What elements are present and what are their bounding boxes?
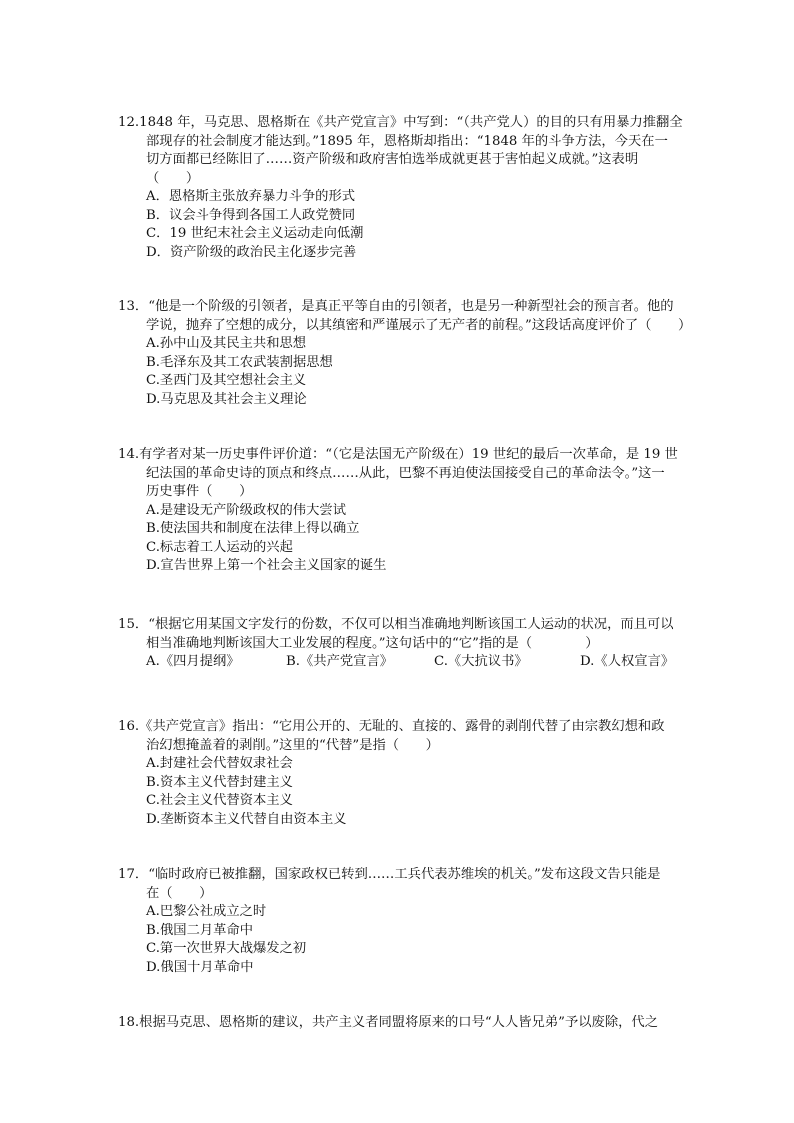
question-stem-line: 14.有学者对某一历史事件评价道：“（它是法国无产阶级在）19 世纪的最后一次革命，是 19 世 <box>118 447 678 462</box>
question-14 <box>118 446 702 576</box>
question-15 <box>118 616 702 672</box>
option-c: C.《大抗议书》 <box>434 654 528 669</box>
option-a: A．恩格斯主张放弃暴力斗争的形式 <box>146 189 356 204</box>
question-stem-line: 部现存的社会制度才能达到。”1895 年，恩格斯却指出：“1848 年的斗争方法，今天在一 <box>146 133 668 149</box>
option-d: D.《人权宣言》 <box>580 654 675 669</box>
question-stem-line: 学说，抛弃了空想的成分，以其缜密和严谨展示了无产者的前程。”这段话高度评价了（ ） <box>146 317 692 333</box>
answer-blank: （ ） <box>146 170 200 186</box>
question-stem-line: 15．“根据它用某国文字发行的份数，不仅可以相当准确地判断该国工人运动的状况，而且可以 <box>118 617 674 632</box>
option-d: D.俄国十月革命中 <box>146 959 254 975</box>
question-stem-line: 纪法国的革命史诗的顶点和终点……从此，巴黎不再迫使法国接受自己的革命法令。”这一 <box>146 465 665 481</box>
question-17 <box>118 866 702 977</box>
option-a: A.巴黎公社成立之时 <box>146 904 267 919</box>
question-stem-line: 17．“临时政府已被推翻，国家政权已转到……工兵代表苏维埃的机关。”发布这段文告只能是 <box>118 867 661 882</box>
option-a: A.孙中山及其民主共和思想 <box>146 336 307 351</box>
question-stem-line: 切方面都已经陈旧了……资产阶级和政府害怕选举成就更甚于害怕起义成就。”这表明 <box>146 152 639 167</box>
question-stem-line: 12.1848 年，马克思、恩格斯在《共产党宣言》中写到：“（共产党人）的目的只有用暴力推翻全 <box>118 115 683 130</box>
option-c: C.第一次世界大战爆发之初 <box>146 941 307 956</box>
option-d: D.马克思及其社会主义理论 <box>146 391 307 407</box>
question-16 <box>118 718 702 829</box>
option-b: B.资本主义代替封建主义 <box>146 774 293 790</box>
question-stem-line: 13．“他是一个阶级的引领者，是真正平等自由的引领者，也是另一种新型社会的预言者。他的 <box>118 299 674 314</box>
question-stem-line: 18.根据马克思、恩格斯的建议，共产主义者同盟将原来的口号“人人皆兄弟”予以废除，代之 <box>118 1015 659 1030</box>
option-c: C.社会主义代替资本主义 <box>146 793 293 808</box>
question-stem-line: 16.《共产党宣言》指出：“它用公开的、无耻的、直接的、露骨的剥削代替了由宗教幻想和政 <box>118 719 665 734</box>
option-b: B.俄国二月革命中 <box>146 922 254 938</box>
option-c: C.圣西门及其空想社会主义 <box>146 373 307 388</box>
option-a: A.《四月提纲》 <box>146 654 240 669</box>
option-b: B.使法国共和制度在法律上得以确立 <box>146 521 360 536</box>
option-d: D.宣告世界上第一个社会主义国家的诞生 <box>146 558 387 573</box>
question-stem-line: 在（ ） <box>146 885 213 901</box>
option-b: B．议会斗争得到各国工人政党赞同 <box>146 207 356 223</box>
option-b: B.毛泽东及其工农武装割据思想 <box>146 354 333 370</box>
question-stem-line: 历史事件（ ） <box>146 484 253 499</box>
question-stem-line: 治幻想掩盖着的剥削。”这里的“代替”是指（ ） <box>146 737 439 753</box>
question-18 <box>118 1014 702 1033</box>
option-d: D.垄断资本主义代替自由资本主义 <box>146 811 347 827</box>
option-c: C．19 世纪末社会主义运动走向低潮 <box>146 226 364 241</box>
option-d: D．资产阶级的政治民主化逐步完善 <box>146 244 357 260</box>
question-stem-line: 相当准确地判断该国大工业发展的程度。”这句话中的“它”指的是（ ） <box>146 635 599 651</box>
question-12 <box>118 114 702 262</box>
option-c: C.标志着工人运动的兴起 <box>146 539 293 555</box>
question-13 <box>118 298 702 409</box>
option-b: B.《共产党宣言》 <box>286 654 394 669</box>
option-a: A.封建社会代替奴隶社会 <box>146 756 293 771</box>
options-row <box>118 653 702 672</box>
option-a: A.是建设无产阶级政权的伟大尝试 <box>146 502 346 518</box>
